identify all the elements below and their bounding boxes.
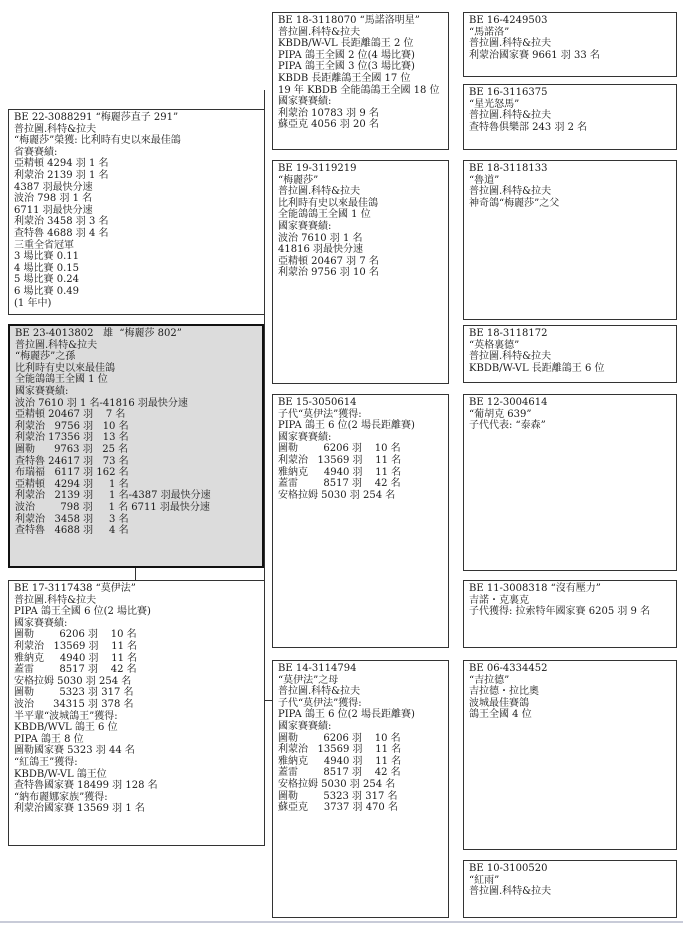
dam-dam-line: 普拉圖.科特&拉夫	[278, 686, 361, 698]
sire-dam-line: 41816 羽最快分速	[278, 244, 363, 256]
ggp6-line: 子代獲得: 拉索特年國家賽 6205 羽 9 名	[469, 606, 651, 618]
subject-line: “梅麗莎”之孫	[15, 351, 76, 363]
subject-line: 利蒙治 3458 羽 3 名	[15, 513, 129, 525]
dam-line: KBDB/WVL 鴿王 6 位	[14, 722, 118, 734]
sire-line: 波治 798 羽 1 名	[14, 193, 93, 205]
ggp3-line: BE 18-3118133	[469, 163, 548, 174]
sire-sire-line: KBDB/W-VL 長距離鴿王 2 位	[278, 38, 414, 50]
dam-sire-line: 圖勒 6206 羽 10 名	[278, 443, 401, 455]
sire-line: (1 年中)	[14, 297, 52, 309]
ggp1-line: 普拉圖.科特&拉夫	[469, 38, 552, 50]
sire-box	[8, 109, 265, 315]
great-grandparent-box-1	[463, 12, 677, 77]
connector-dam-to-grandparents	[264, 700, 272, 701]
ggp3-line: “魯道”	[469, 174, 500, 186]
dam-line: 半平輩“波城鴿王”獲得:	[14, 710, 118, 722]
subject-line: 利蒙治 17356 羽 13 名	[15, 432, 129, 444]
dam-dam-line: 利蒙治 13569 羽 11 名	[278, 744, 402, 756]
sire-line: 6 場比賽 0.49	[14, 285, 79, 297]
sire-line: 亞精頓 4294 羽 1 名	[14, 158, 109, 170]
sire-line: 利蒙治 3458 羽 3 名	[14, 216, 109, 228]
ggp6-line: 吉諾・克裏克	[469, 594, 529, 606]
sire-dam-line: “梅麗莎”	[278, 174, 319, 186]
dam-line: 利蒙治 13569 羽 11 名	[14, 640, 138, 652]
sire-line: 6711 羽最快分速	[14, 204, 93, 216]
ggp4-line: KBDB/W-VL 長距離鴿王 6 位	[469, 362, 605, 374]
ggp1-line: 利蒙治國家賽 9661 羽 33 名	[469, 49, 600, 61]
sire-line: 4 場比賽 0.15	[14, 262, 79, 274]
sire-line: 三重全省冠軍	[14, 239, 74, 251]
sire-sire-line: 19 年 KBDB 全能鴿鴿王全國 18 位	[278, 84, 440, 96]
dam-line: 安格拉姆 5030 羽 254 名	[14, 675, 132, 687]
subject-line: 亞精頓 4294 羽 1 名	[15, 478, 129, 490]
dam-dam-box	[272, 660, 449, 918]
ggp2-line: 普拉圖.科特&拉夫	[469, 110, 552, 122]
ggp2-line: “星光怒馬”	[469, 98, 520, 110]
ggp8-line: BE 10-3100520	[469, 863, 548, 874]
dam-line: “紅鴿王”獲得:	[14, 756, 78, 768]
dam-line: PIPA 鴿王全國 6 位(2 場比賽)	[14, 606, 151, 618]
ggp2-line: 查特魯俱樂部 243 羽 2 名	[469, 121, 588, 133]
sire-dam-line: BE 19-3119219	[278, 163, 357, 174]
sire-sire-line: 普拉圖.科特&拉夫	[278, 26, 361, 38]
dam-dam-line: 國家賽賽績:	[278, 720, 332, 732]
subject-line: 利蒙治 9756 羽 10 名	[15, 420, 129, 432]
dam-dam-line: 安格拉姆 5030 羽 254 名	[278, 778, 396, 790]
ggp1-line: “馬諾洛”	[469, 26, 510, 38]
dam-line: 波治 34315 羽 378 名	[14, 698, 134, 710]
bottom-rule	[0, 921, 683, 923]
subject-line: 亞精頓 20467 羽 7 名	[15, 409, 126, 421]
sire-line: 3 場比賽 0.11	[14, 251, 79, 263]
sire-line: 5 場比賽 0.24	[14, 274, 79, 286]
sire-line: “梅麗莎”榮獲: 比利時有史以來最佳鴿	[14, 135, 181, 147]
ggp4-line: BE 18-3118172	[469, 328, 548, 339]
ggp5-line: BE 12-3004614	[469, 397, 548, 408]
subject-line: 查特魯 24617 羽 73 名	[15, 455, 129, 467]
dam-sire-line: 子代“莫伊法”獲得:	[278, 408, 362, 420]
ggp4-line: “英格裏德”	[469, 339, 520, 351]
dam-sire-line: PIPA 鴿王 6 位(2 場長距離賽)	[278, 420, 415, 432]
sire-dam-line: 國家賽賽績:	[278, 220, 332, 232]
dam-box	[8, 580, 265, 846]
sire-dam-line: 比利時有史以來最佳鴿	[278, 197, 378, 209]
sire-dam-line: 波治 7610 羽 1 名	[278, 232, 363, 244]
subject-line: BE 23-4013802 雄 “梅麗莎 802”	[15, 328, 182, 339]
dam-line: 圖勒 5323 羽 317 名	[14, 687, 134, 699]
dam-sire-line: 蓋雷 8517 羽 42 名	[278, 478, 401, 490]
ggp4-line: 普拉圖.科特&拉夫	[469, 351, 552, 363]
sire-sire-line: 利蒙治 10783 羽 9 名	[278, 107, 379, 119]
subject-line: 查特魯 4688 羽 4 名	[15, 525, 129, 537]
great-grandparent-box-4	[463, 325, 677, 383]
dam-dam-line: 蓋雷 8517 羽 42 名	[278, 767, 401, 779]
sire-sire-line: BE 18-3118070 “馬諾洛明星”	[278, 15, 420, 26]
subject-line: 波治 798 羽 1 名 6711 羽最快分速	[15, 501, 210, 513]
sire-dam-line: 利蒙治 9756 羽 10 名	[278, 267, 379, 279]
ggp3-line: 神奇鴿“梅麗莎”之父	[469, 197, 560, 209]
sire-line: 省賽賽績:	[14, 146, 58, 158]
dam-sire-line: 國家賽賽績:	[278, 431, 332, 443]
sire-line: 普拉圖.科特&拉夫	[14, 123, 97, 135]
sire-line: 查特魯 4688 羽 4 名	[14, 227, 109, 239]
ggp8-line: “紅雨”	[469, 874, 500, 886]
ggp6-line: BE 11-3008318 “沒有壓力”	[469, 583, 601, 594]
sire-sire-line: PIPA 鴿王全國 3 位(3 場比賽)	[278, 61, 415, 73]
connector-subject-to-dam	[135, 568, 136, 580]
dam-line: KBDB/W-VL 鴿王位	[14, 768, 107, 780]
dam-sire-box	[272, 394, 449, 648]
dam-line: 查特魯國家賽 18499 羽 128 名	[14, 780, 158, 792]
dam-line: 雅納克 4940 羽 11 名	[14, 652, 138, 664]
dam-dam-line: 雅納克 4940 羽 11 名	[278, 755, 402, 767]
dam-dam-line: 圖勒 5323 羽 317 名	[278, 790, 398, 802]
subject-line: 圖勒 9763 羽 25 名	[15, 443, 129, 455]
subject-line: 布瑞福 6117 羽 162 名	[15, 467, 129, 479]
dam-line: 圖勒國家賽 5323 羽 44 名	[14, 745, 135, 757]
sire-line: 利蒙治 2139 羽 1 名	[14, 169, 109, 181]
subject-line: 波治 7610 羽 1 名-41816 羽最快分速	[15, 397, 188, 409]
ggp5-line: 子代代表: “泰森”	[469, 420, 546, 432]
ggp1-line: BE 16-4249503	[469, 15, 548, 26]
dam-dam-line: 子代“莫伊法”獲得:	[278, 697, 362, 709]
ggp7-line: BE 06-4334452	[469, 663, 548, 674]
subject-line: 利蒙治 2139 羽 1 名-4387 羽最快分速	[15, 490, 211, 502]
dam-line: 蓋雷 8517 羽 42 名	[14, 664, 137, 676]
sire-dam-line: 亞精頓 20467 羽 7 名	[278, 255, 379, 267]
ggp8-line: 普拉圖.科特&拉夫	[469, 886, 552, 898]
great-grandparent-box-5	[463, 394, 677, 571]
subject-line: 比利時有史以來最佳鴿	[15, 362, 115, 374]
sire-dam-box	[272, 160, 449, 384]
dam-dam-line: “莫伊法”之母	[278, 674, 339, 686]
dam-dam-line: BE 14-3114794	[278, 663, 357, 674]
ggp5-line: “葡胡克 639”	[469, 408, 532, 420]
dam-line: 圖勒 6206 羽 10 名	[14, 629, 137, 641]
dam-line: 利蒙治國家賽 13569 羽 1 名	[14, 803, 145, 815]
sire-sire-line: 蘇亞克 4056 羽 20 名	[278, 119, 379, 131]
ggp7-line: 鴿王全國 4 位	[469, 709, 532, 721]
dam-sire-line: 利蒙治 13569 羽 11 名	[278, 454, 402, 466]
dam-sire-line: BE 15-3050614	[278, 397, 357, 408]
ggp7-line: 吉拉德・拉比奧	[469, 686, 539, 698]
great-grandparent-box-7	[463, 660, 677, 850]
dam-line: 普拉圖.科特&拉夫	[14, 594, 97, 606]
great-grandparent-box-6	[463, 580, 677, 648]
subject-line: 全能鴿鴿王全國 1 位	[15, 374, 108, 386]
sire-line: 4387 羽最快分速	[14, 181, 93, 193]
sire-dam-line: 普拉圖.科特&拉夫	[278, 186, 361, 198]
subject-line: 普拉圖.科特&拉夫	[15, 339, 98, 351]
ggp2-line: BE 16-3116375	[469, 87, 548, 98]
dam-dam-line: 蘇亞克 3737 羽 470 名	[278, 802, 398, 814]
dam-dam-line: 圖勒 6206 羽 10 名	[278, 732, 401, 744]
dam-line: 國家賽賽績:	[14, 617, 68, 629]
ggp7-line: “吉拉德”	[469, 674, 510, 686]
ggp3-line: 普拉圖.科特&拉夫	[469, 186, 552, 198]
ggp7-line: 波城最佳賽鴿	[469, 697, 529, 709]
dam-sire-line: 安格拉姆 5030 羽 254 名	[278, 489, 396, 501]
sire-sire-box	[272, 12, 449, 150]
sire-sire-line: 國家賽賽績:	[278, 96, 332, 108]
great-grandparent-box-8	[463, 860, 677, 918]
sire-dam-line: 全能鴿鴿王全國 1 位	[278, 209, 371, 221]
subject-box	[8, 324, 264, 568]
sire-sire-line: KBDB 長距離鴿王全國 17 位	[278, 72, 411, 84]
great-grandparent-box-3	[463, 160, 677, 320]
dam-line: BE 17-3117438 “莫伊法”	[14, 583, 136, 594]
sire-line: BE 22-3088291 “梅麗莎直子 291”	[14, 112, 179, 123]
great-grandparent-box-2	[463, 84, 677, 150]
subject-line: 國家賽賽績:	[15, 385, 69, 397]
dam-dam-line: PIPA 鴿王 6 位(2 場長距離賽)	[278, 709, 415, 721]
dam-line: “納布麗娜家族”獲得:	[14, 791, 108, 803]
sire-sire-line: PIPA 鴿王全國 2 位(4 場比賽)	[278, 49, 415, 61]
dam-line: PIPA 鴿王 8 位	[14, 733, 84, 745]
dam-sire-line: 雅納克 4940 羽 11 名	[278, 466, 402, 478]
